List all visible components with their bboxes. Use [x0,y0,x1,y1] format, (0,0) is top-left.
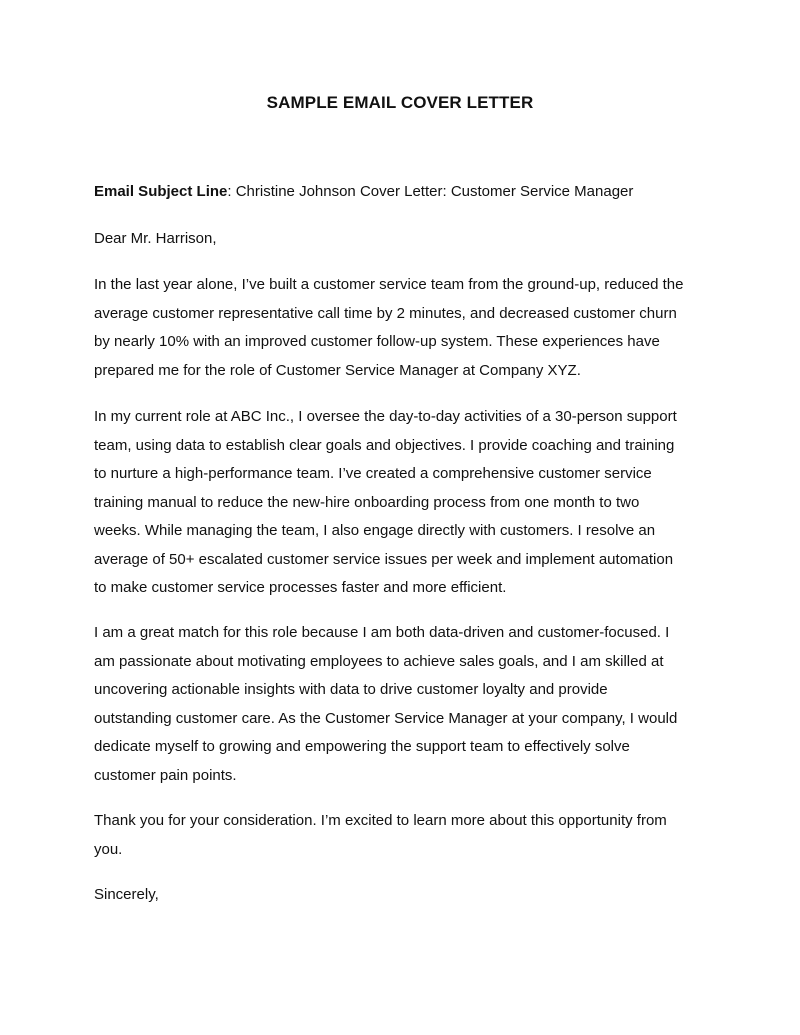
paragraph-line: dedicate myself to growing and empowering the support team to effectively solve [94,738,630,755]
paragraph-line: customer pain points. [94,766,237,784]
paragraph-line: weeks. While managing the team, I also engage directly with customers. I resolve an [94,522,656,539]
paragraph-line: to nurture a high-performance team. I’ve created a comprehensive customer service [94,465,652,482]
paragraph-line: am passionate about motivating employees to achieve sales goals, and I am skilled at [94,652,664,670]
paragraph-line: uncovering actionable insights with data to drive customer loyalty and provide [94,681,608,698]
paragraph-line: I am a great match for this role because I am both data-driven and customer-focused. I [94,624,670,641]
paragraph-line: Thank you for your consideration. I’m excited to learn more about this opportunity from [94,812,667,829]
paragraph-line: In the last year alone, I’ve built a customer service team from the ground-up, reduced the [94,276,684,293]
paragraph-line: outstanding customer care. As the Customer Service Manager at your company, I would [94,709,678,727]
subject-label: Email Subject Line [94,183,228,200]
paragraph-line: by nearly 10% with an improved customer follow-up system. These experiences have [94,333,660,350]
paragraph-line: average customer representative call time by 2 minutes, and decreased customer churn [94,304,677,322]
paragraph-line: prepared me for the role of Customer Service Manager at Company XYZ. [94,361,581,379]
paragraph-line: In my current role at ABC Inc., I oversee the day-to-day activities of a 30-person support [94,408,677,425]
paragraph-line: you. [94,840,123,858]
paragraph-thanks [94,807,714,864]
salutation: Dear Mr. Harrison, [94,230,217,247]
email-subject-line [94,178,714,207]
closing: Sincerely, [94,886,159,903]
paragraph-line: average of 50+ escalated customer service issues per week and implement automation [94,550,674,568]
paragraph-fit [94,619,714,790]
document-title: SAMPLE EMAIL COVER LETTER [266,93,534,112]
subject-value: : Christine Johnson Cover Letter: Customer Service Manager [227,183,634,200]
paragraph-line: to make customer service processes faster and more efficient. [94,579,507,596]
paragraph-current-role [94,403,714,603]
paragraph-line: team, using data to establish clear goals and objectives. I provide coaching and training [94,436,675,454]
paragraph-line: training manual to reduce the new-hire onboarding process from one month to two [94,493,640,511]
paragraph-intro [94,271,714,385]
